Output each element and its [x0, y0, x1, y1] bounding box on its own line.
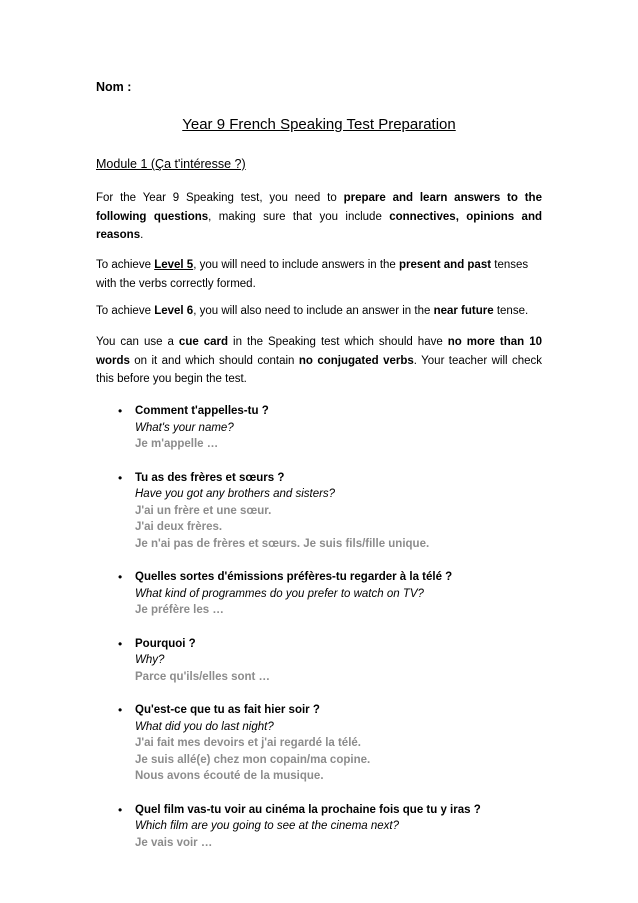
sample-answer: Parce qu'ils/elles sont … — [135, 670, 271, 683]
bold-run: present and past — [399, 259, 492, 271]
intro-paragraph-3 — [96, 302, 542, 321]
text-run: To achieve — [96, 259, 155, 271]
question-text: Qu'est-ce que tu as fait hier soir ? — [135, 704, 320, 716]
question-item — [118, 636, 558, 686]
sample-answer: Je vais voir … — [135, 836, 213, 849]
question-translation: Which film are you going to see at the cinema next? — [135, 820, 400, 832]
bullet-icon: • — [118, 703, 123, 717]
sample-answer: J'ai deux frères. — [135, 521, 223, 533]
text-run: in the Speaking test which should have — [228, 336, 448, 348]
question-list — [118, 403, 558, 868]
text-run: You can use a — [96, 336, 179, 348]
bold-run: Level 5 — [154, 259, 194, 271]
sample-answer: Je suis allé(e) chez mon copain/ma copine. — [135, 753, 371, 766]
sample-answer: J'ai un frère et une sœur. — [135, 504, 272, 517]
sample-answer: Je n'ai pas de frères et sœurs. Je suis fils/fille unique. — [135, 537, 430, 550]
module-heading: Module 1 (Ça t'intéresse ?) — [96, 157, 246, 171]
text-run: . Your teacher will check this before you begin the test. — [96, 354, 543, 385]
sample-answer: Je préfère les … — [135, 604, 224, 616]
question-item — [118, 702, 558, 785]
bold-run: connectives, opinions and reasons — [96, 210, 542, 241]
sample-answer: J'ai fait mes devoirs et j'ai regardé la télé. — [135, 737, 361, 749]
sample-answer: Je m'appelle … — [135, 438, 219, 450]
bullet-icon: • — [118, 470, 123, 485]
text-run: tenses with the verbs correctly formed. — [96, 259, 529, 290]
question-item — [118, 403, 558, 453]
text-run: . — [140, 229, 144, 241]
text-run: , you will also need to include an answer in the — [193, 305, 434, 317]
question-text: Quel film vas-tu voir au cinéma la prochaine fois que tu y iras ? — [135, 803, 481, 816]
question-item — [118, 470, 558, 553]
question-translation: What kind of programmes do you prefer to watch on TV? — [135, 587, 424, 600]
text-run: For the Year 9 Speaking test, you need to — [96, 192, 344, 204]
bold-run: prepare and learn answers to the following questions — [96, 192, 542, 223]
text-run: , you will need to include answers in the — [193, 259, 400, 271]
text-run: tense. — [493, 305, 529, 317]
bullet-icon: • — [118, 570, 123, 584]
sample-answer: Nous avons écouté de la musique. — [135, 770, 324, 782]
question-text: Tu as des frères et sœurs ? — [135, 471, 285, 484]
question-text: Quelles sortes d'émissions préfères-tu regarder à la télé ? — [135, 571, 453, 583]
bold-run: near future — [433, 305, 494, 317]
bullet-icon: • — [118, 802, 123, 817]
document-title: Year 9 French Speaking Test Preparation — [182, 116, 456, 133]
question-translation: What did you do last night? — [135, 720, 274, 733]
name-label: Nom : — [96, 80, 132, 94]
question-text: Comment t'appelles-tu ? — [135, 405, 269, 417]
intro-paragraph-2 — [96, 256, 542, 293]
bullet-icon: • — [118, 404, 123, 418]
question-translation: Why? — [135, 654, 165, 666]
text-run: , making sure that you include — [208, 210, 390, 223]
question-item — [118, 569, 558, 619]
bold-run: cue card — [178, 336, 229, 348]
text-run: To achieve — [96, 305, 155, 317]
question-translation: Have you got any brothers and sisters? — [135, 488, 336, 500]
bullet-icon: • — [118, 636, 123, 651]
intro-paragraph-1 — [96, 189, 542, 245]
bold-run: no more than 10 words — [96, 336, 543, 367]
question-item — [118, 802, 558, 852]
intro-paragraph-4 — [96, 333, 542, 389]
question-translation: What's your name? — [135, 421, 234, 434]
bold-run: Level 6 — [154, 305, 194, 317]
text-run: on it and which should contain — [129, 354, 299, 367]
question-text: Pourquoi ? — [135, 637, 196, 650]
bold-run: no conjugated verbs — [298, 354, 414, 367]
